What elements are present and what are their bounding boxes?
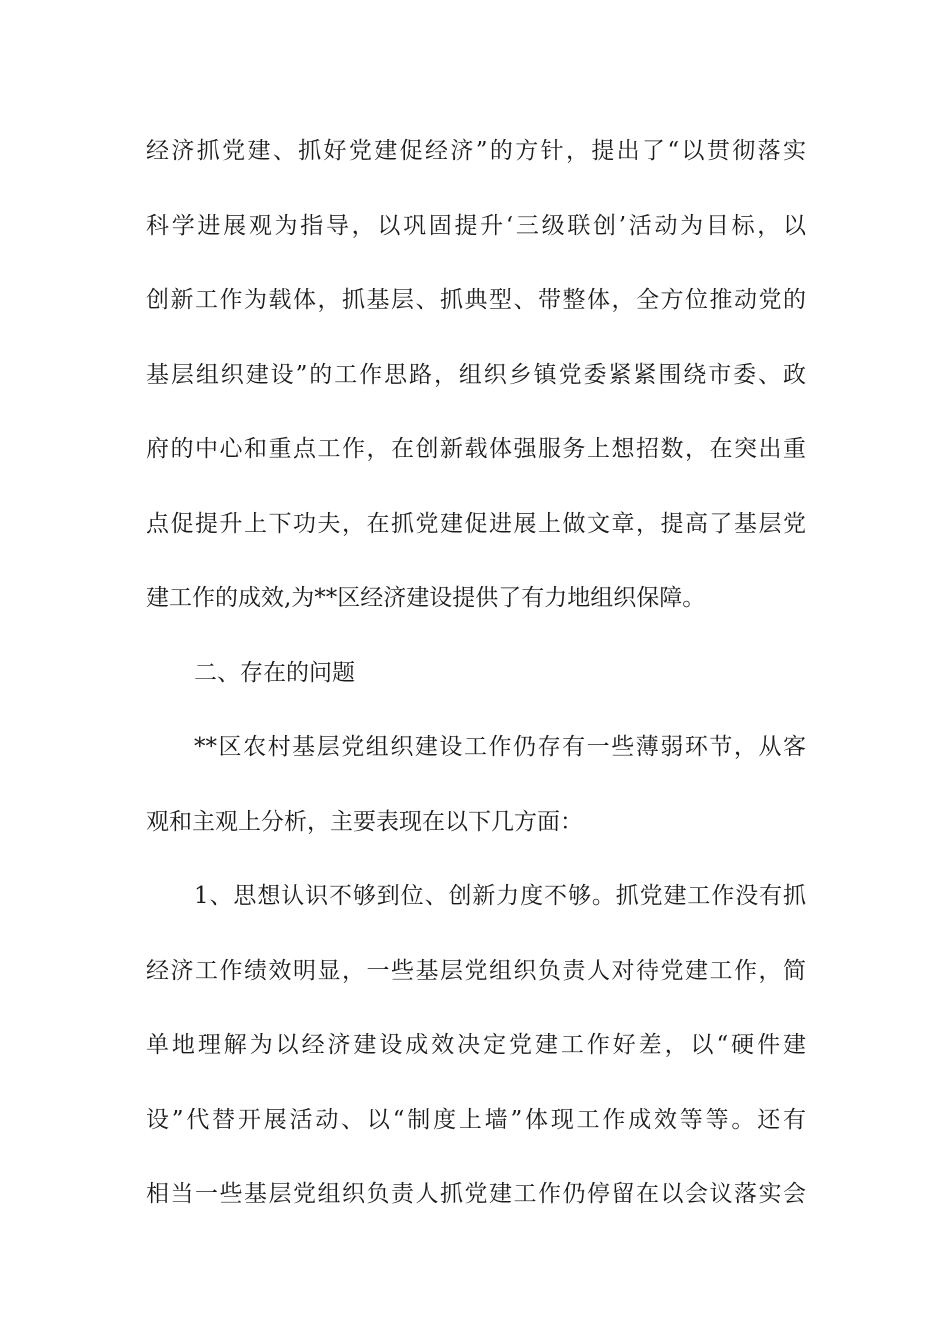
text-line: 建工作的成效,为**区经济建设提供了有力地组织保障。 [146, 585, 706, 611]
text-line: **区农村基层党组织建设工作仍存有一些薄弱环节，从客 [194, 734, 806, 760]
text-line: 基层组织建设”的工作思路，组织乡镇党委紧紧围绕市委、政 [146, 362, 806, 388]
text-line: 观和主观上分析，主要表现在以下几方面： [146, 809, 583, 835]
text-line: 经济抓党建、抓好党建促经济”的方针，提出了“以贯彻落实 [146, 138, 806, 164]
text-line: 单地理解为以经济建设成效决定党建工作好差，以“硬件建 [146, 1032, 806, 1058]
text-line: 创新工作为载体，抓基层、抓典型、带整体，全方位推动党的 [146, 287, 806, 313]
text-line: 科学进展观为指导，以巩固提升‘三级联创’活动为目标，以 [146, 213, 806, 239]
text-line: 经济工作绩效明显，一些基层党组织负责人对待党建工作，简 [146, 958, 806, 984]
text-line: 1、思想认识不够到位、创新力度不够。抓党建工作没有抓 [194, 883, 806, 909]
text-line: 相当一些基层党组织负责人抓党建工作仍停留在以会议落实会 [146, 1181, 806, 1207]
text-line: 点促提升上下功夫，在抓党建促进展上做文章，提高了基层党 [146, 511, 806, 537]
section-heading: 二、存在的问题 [194, 660, 355, 686]
text-line: 设”代替开展活动、以“制度上墙”体现工作成效等等。还有 [146, 1107, 806, 1133]
text-line: 府的中心和重点工作，在创新载体强服务上想招数，在突出重 [146, 436, 806, 462]
